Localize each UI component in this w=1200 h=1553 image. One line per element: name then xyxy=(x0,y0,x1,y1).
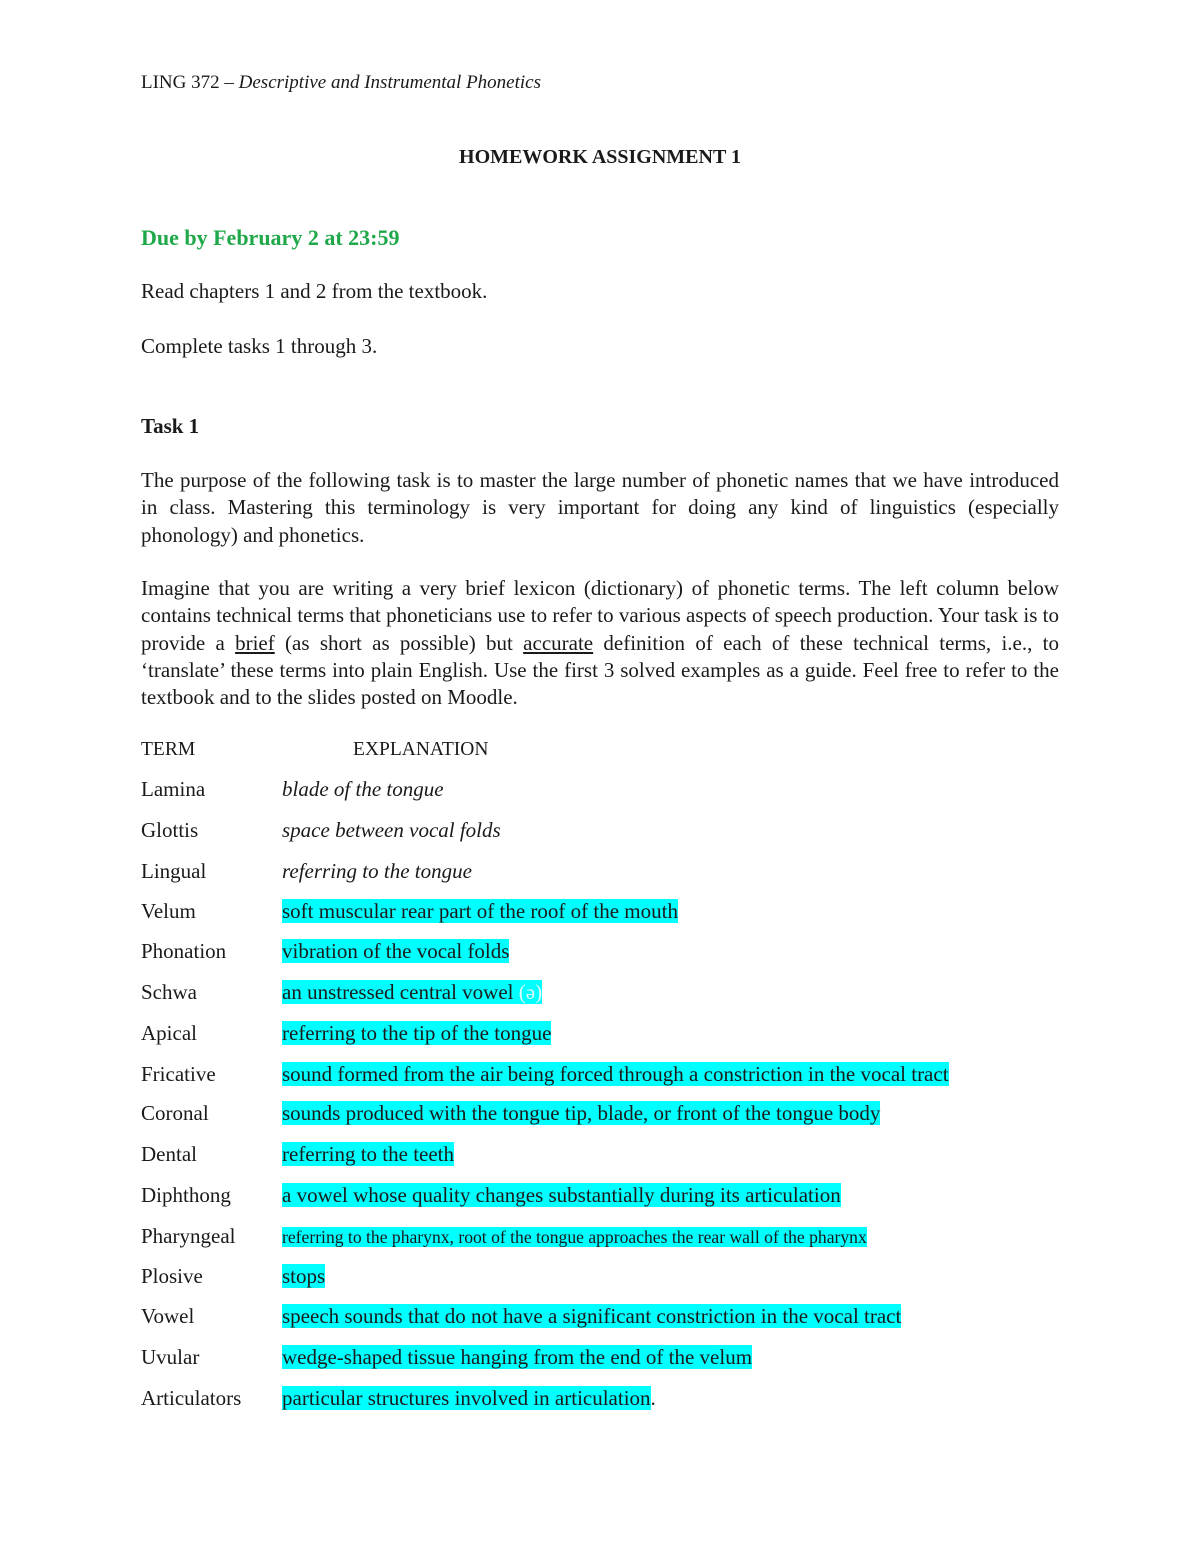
explanation-cell xyxy=(282,977,542,1007)
table-row xyxy=(141,815,1059,845)
table-row xyxy=(141,774,1059,804)
table-row xyxy=(141,1221,1059,1251)
page-title: HOMEWORK ASSIGNMENT 1 xyxy=(459,146,741,168)
highlighted-answer: stops xyxy=(282,1264,326,1288)
explanation-cell xyxy=(282,936,509,966)
explanation-cell xyxy=(282,1383,656,1413)
term-cell: Coronal xyxy=(141,1101,209,1125)
running-header xyxy=(141,70,541,96)
explanation-cell xyxy=(282,1301,901,1331)
term-cell: Velum xyxy=(141,899,196,923)
task-heading: Task 1 xyxy=(141,414,200,438)
term-cell: Glottis xyxy=(141,818,199,842)
highlighted-answer: referring to the teeth xyxy=(282,1142,454,1166)
explanation-cell xyxy=(282,1059,949,1089)
highlighted-answer: an unstressed central vowel (ə) xyxy=(282,980,543,1004)
highlighted-answer: vibration of the vocal folds xyxy=(282,939,510,963)
column-header-term: TERM xyxy=(141,739,196,760)
explanation-cell xyxy=(282,1139,454,1169)
term-cell: Lingual xyxy=(141,859,207,883)
highlighted-answer: referring to the tip of the tongue xyxy=(282,1021,552,1045)
term-cell: Uvular xyxy=(141,1345,200,1369)
table-row xyxy=(141,856,1059,886)
table-row xyxy=(141,1383,1059,1413)
highlighted-answer: speech sounds that do not have a significant constriction in the vocal tract xyxy=(282,1304,902,1328)
explanation-cell: referring to the tongue xyxy=(282,859,472,883)
highlighted-answer: a vowel whose quality changes substantially during its articulation xyxy=(282,1183,841,1207)
term-cell: Vowel xyxy=(141,1304,195,1328)
highlighted-answer: sounds produced with the tongue tip, blade, or front of the tongue body xyxy=(282,1101,881,1125)
table-row xyxy=(141,1261,1059,1291)
instruction-read: Read chapters 1 and 2 from the textbook. xyxy=(141,279,488,303)
table-row xyxy=(141,1180,1059,1210)
term-cell: Diphthong xyxy=(141,1183,231,1207)
table-row xyxy=(141,896,1059,926)
explanation-cell: blade of the tongue xyxy=(282,777,444,801)
term-cell: Dental xyxy=(141,1142,197,1166)
explanation-cell xyxy=(282,1221,867,1252)
column-header-explanation: EXPLANATION xyxy=(353,739,489,760)
term-cell: Pharyngeal xyxy=(141,1224,236,1248)
task-paragraph-instructions: Imagine that you are writing a very brief lexicon (dictionary) of phonetic terms. The left column below contains technical terms that phoneticians use to refer to various aspects of speech production. Your task is to provide a brief (as short as possible) but accurate definition of each of these technical terms, i.e., to ‘translate’ these terms into plain English. Use the first 3 solved examples as a guide. Feel free to refer to the textbook and to the slides posted on Moodle. xyxy=(141,576,1059,710)
explanation-cell xyxy=(282,1342,752,1372)
highlighted-answer: particular structures involved in articulation xyxy=(282,1386,651,1410)
explanation-cell: space between vocal folds xyxy=(282,818,501,842)
explanation-cell xyxy=(282,1180,841,1210)
highlighted-answer: sound formed from the air being forced through a constriction in the vocal tract xyxy=(282,1062,949,1086)
explanation-cell xyxy=(282,1018,551,1048)
instruction-complete: Complete tasks 1 through 3. xyxy=(141,334,378,358)
due-date: Due by February 2 at 23:59 xyxy=(141,225,400,250)
table-row xyxy=(141,1098,1059,1128)
course-title: Descriptive and Instrumental Phonetics xyxy=(238,72,541,93)
task-paragraph-purpose: The purpose of the following task is to master the large number of phonetic names that we have introduced in class. Mastering this terminology is very important for doing any kind of linguistics (especially phonology) and phonetics. xyxy=(141,468,1059,547)
table-row xyxy=(141,1342,1059,1372)
underlined-accurate: accurate xyxy=(523,630,594,655)
table-row xyxy=(141,1059,1059,1089)
term-cell: Phonation xyxy=(141,939,227,963)
course-code: LING 372 – xyxy=(141,72,239,93)
underlined-brief: brief xyxy=(235,630,275,655)
table-header xyxy=(141,736,1059,764)
term-cell: Apical xyxy=(141,1021,197,1045)
term-cell: Lamina xyxy=(141,777,206,801)
table-row xyxy=(141,1018,1059,1048)
explanation-cell xyxy=(282,1261,325,1291)
highlighted-answer: wedge-shaped tissue hanging from the end of the velum xyxy=(282,1345,753,1369)
table-row xyxy=(141,1301,1059,1331)
term-cell: Plosive xyxy=(141,1264,203,1288)
table-row xyxy=(141,977,1059,1007)
term-cell: Schwa xyxy=(141,980,197,1004)
highlighted-answer: referring to the pharynx, root of the tongue approaches the rear wall of the pharynx xyxy=(282,1227,867,1247)
highlighted-answer: soft muscular rear part of the roof of the mouth xyxy=(282,899,678,923)
explanation-cell xyxy=(282,1098,880,1128)
table-row xyxy=(141,1139,1059,1169)
ipa-symbol: (ə) xyxy=(518,980,543,1004)
trailing-period: . xyxy=(650,1386,656,1410)
term-cell: Articulators xyxy=(141,1386,242,1410)
term-cell: Fricative xyxy=(141,1062,216,1086)
explanation-cell xyxy=(282,896,678,926)
table-row xyxy=(141,936,1059,966)
